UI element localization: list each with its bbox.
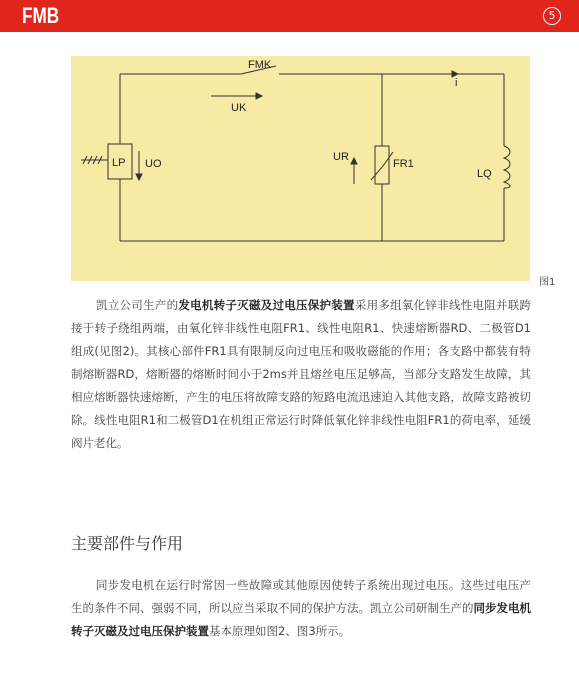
uk-label: UK [231,102,247,114]
section-title: 主要部件与作用 [71,534,184,553]
fmb-logo: FMB [22,3,60,28]
uo-label: UO [145,158,162,170]
para1-product-name: 发电机转子灭磁及过电压保护装置 [178,298,355,312]
para2-product-name: 同步发电机转子灭磁及过电压保护装置 [71,601,531,638]
para2-text-a: 同步发电机在运行时常因一些故障或其他原因使转子系统出现过电压。这些过电压产生的条件不同、强弱不同，所以应当采取不同的保护方法。凯立公司研制生产的 [71,578,531,615]
current-label: i [455,77,458,89]
circuit-diagram [71,56,530,281]
fr1-label: FR1 [393,158,414,170]
figure-caption: 图1 [539,277,556,288]
circuit-svg [71,56,530,281]
page-header-bar [0,0,579,32]
lp-label: LP [112,157,126,169]
para2-text-b: 基本原理如图2、图3所示。 [209,624,351,638]
paragraph-components [71,574,531,643]
ur-label: UR [333,151,349,163]
paragraph-intro [71,294,531,455]
para1-text-a: 凯立公司生产的 [96,298,179,312]
fmk-label: FMK [248,59,272,71]
page-number: 5 [543,7,561,25]
lq-label: LQ [477,168,492,180]
para1-text-b: 采用多组氧化锌非线性电阻并联跨接于转子绕组两端，由氧化锌非线性电阻FR1、线性电阻R1、快速熔断器RD、二极管D1组成(见图2)。其核心部件FR1具有限制反向过电压和吸收磁能的作用；各支路中都装有特制熔断器RD，熔断器的熔断时间小于2ms并且熔丝电压足够高，当部分支路发生故障，其相应熔断器快速熔断，产生的电压将故障支路的短路电流迅速迫入其他支路，故障支路被切除。线性电阻R1和二极管D1在机组正常运行时降低氧化锌非线性电阻FR1的荷电率，延缓阀片老化。 [71,298,532,450]
